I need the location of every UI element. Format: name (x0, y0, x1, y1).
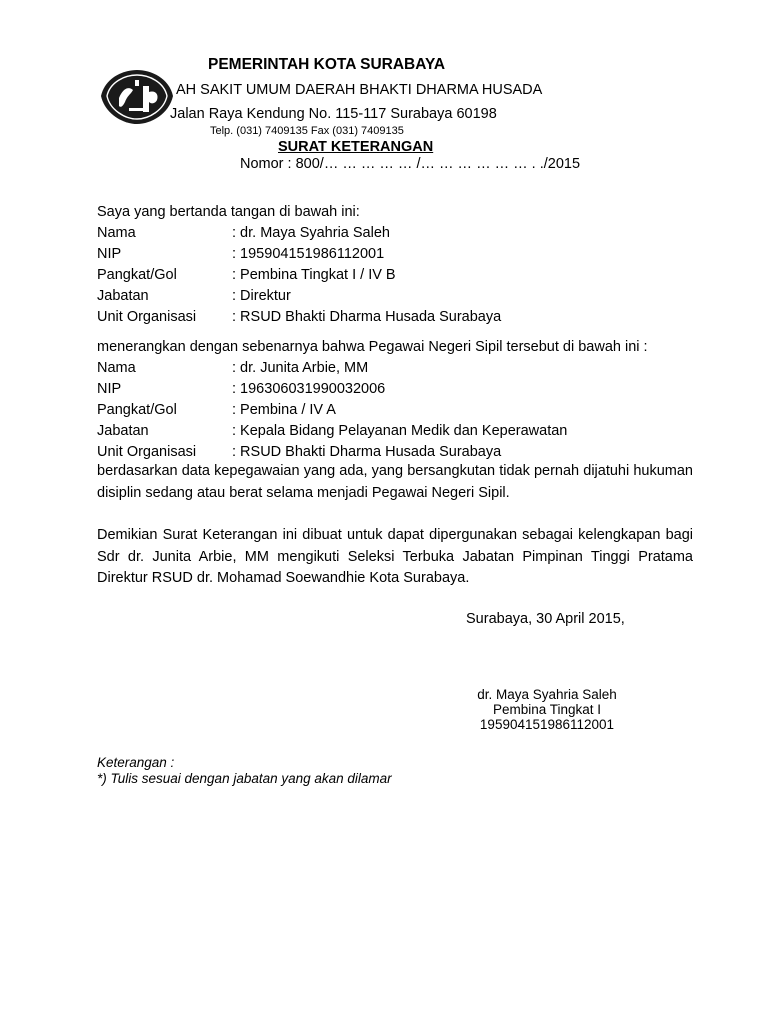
subject-position-value: : Kepala Bidang Pelayanan Medik dan Keperawatan (232, 423, 568, 439)
subject-unit-value: : RSUD Bhakti Dharma Husada Surabaya (232, 444, 502, 460)
signer-nip: 195904151986112001 (479, 717, 615, 732)
signer-rank-value: : Pembina Tingkat I / IV B (232, 267, 396, 283)
note-heading: Keterangan : (97, 755, 175, 770)
signer-position-value: : Direktur (232, 288, 291, 304)
intro-text: Saya yang bertanda tangan di bawah ini: (97, 204, 360, 220)
signer-name-label: Nama (97, 225, 136, 241)
subject-nip-label: NIP (97, 381, 122, 397)
signer-rank-label: Pangkat/Gol (97, 267, 177, 283)
letter-number: Nomor : 800/… … … … … /… … … … … … . ./2015 (240, 156, 581, 172)
note-text: *) Tulis sesuai dengan jabatan yang akan dilamar (97, 771, 392, 786)
subject-unit-label: Unit Organisasi (97, 444, 197, 460)
surabaya-city-emblem-icon (99, 68, 175, 126)
statement-text: menerangkan dengan sebenarnya bahwa Pegawai Negeri Sipil tersebut di bawah ini : (97, 339, 648, 355)
letter-title: SURAT KETERANGAN (278, 139, 434, 155)
signer-nip-label: NIP (97, 246, 122, 262)
subject-rank-label: Pangkat/Gol (97, 402, 177, 418)
subject-name-value: : dr. Junita Arbie, MM (232, 360, 369, 376)
disciplinary-paragraph: berdasarkan data kepegawaian yang ada, yang bersangkutan tidak pernah dijatuhi hukuman disiplin sedang atau berat selama menjadi Pegawai Negeri Sipil. (97, 463, 693, 501)
government-name: PEMERINTAH KOTA SURABAYA (208, 56, 446, 73)
signer-full-name: dr. Maya Syahria Saleh (477, 687, 617, 702)
place-date: Surabaya, 30 April 2015, (466, 611, 625, 627)
subject-nip-value: : 196306031990032006 (232, 381, 386, 397)
signer-position-label: Jabatan (97, 288, 149, 304)
signature-block (440, 687, 654, 732)
subject-rank-value: : Pembina / IV A (232, 402, 336, 418)
subject-name-label: Nama (97, 360, 136, 376)
hospital-name: AH SAKIT UMUM DAERAH BHAKTI DHARMA HUSADA (176, 82, 543, 98)
closing-paragraph: Demikian Surat Keterangan ini dibuat untuk dapat dipergunakan sebagai kelengkapan bagi Sdr dr. Junita Arbie, MM mengikuti Seleksi Terbuka Jabatan Pimpinan Tinggi Pratama Direktur RSUD dr. Mohamad Soewandhie Kota Surabaya. (97, 527, 693, 586)
signer-unit-label: Unit Organisasi (97, 309, 197, 325)
signer-nip-value: : 195904151986112001 (232, 246, 385, 262)
signer-rank: Pembina Tingkat I (492, 702, 602, 717)
signer-name-value: : dr. Maya Syahria Saleh (232, 225, 390, 241)
hospital-phone-fax: Telp. (031) 7409135 Fax (031) 7409135 (210, 125, 404, 137)
subject-position-label: Jabatan (97, 423, 149, 439)
signer-unit-value: : RSUD Bhakti Dharma Husada Surabaya (232, 309, 502, 325)
hospital-address: Jalan Raya Kendung No. 115-117 Surabaya 60198 (170, 106, 497, 122)
